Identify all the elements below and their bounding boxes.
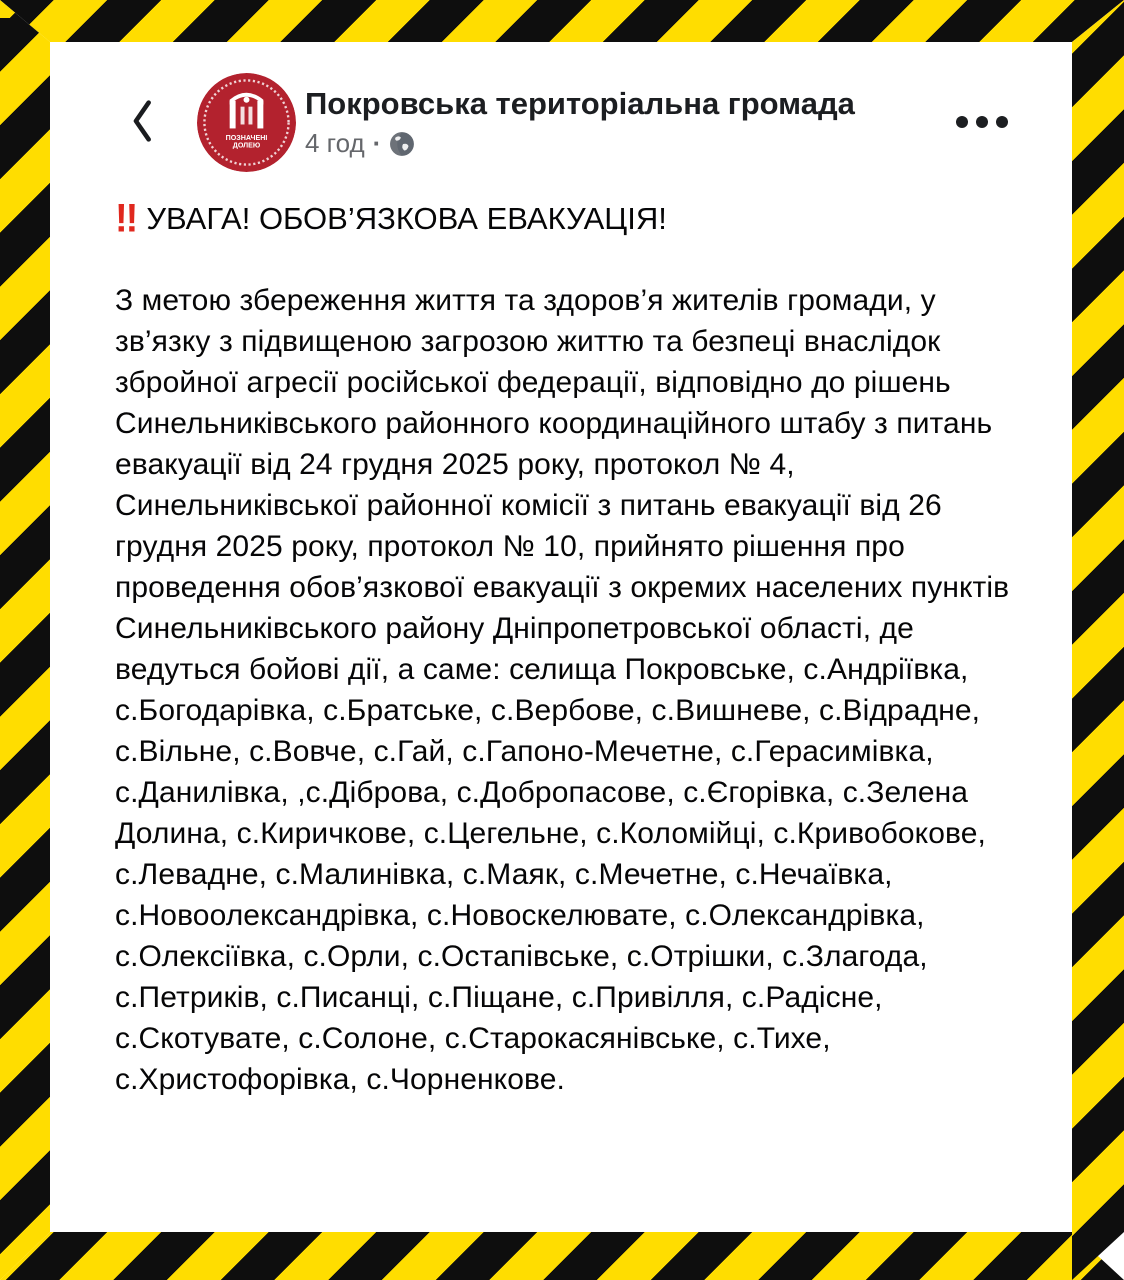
svg-text:ДОЛЕЮ: ДОЛЕЮ [232,141,261,150]
ellipsis-dot [956,116,968,128]
chevron-left-icon [126,94,160,151]
hazard-tape-bottom [0,1232,1124,1280]
timestamp: 4 год [305,128,365,158]
hazard-tape-top [0,0,1124,42]
back-button[interactable] [124,94,162,150]
post-content [50,196,1072,1100]
ellipsis-dot [976,116,988,128]
avatar[interactable] [197,73,296,172]
hazard-tape-right [1072,0,1124,1280]
hazard-tape-left [0,0,50,1280]
post-header [50,70,1072,174]
meta-dot-separator: · [372,128,382,158]
post-card [50,42,1072,1232]
post-body-text: З метою збереження життя та здоров’я жителів громади, у зв’язку з підвищеною загрозою життю та безпеці внаслідок збройної агресії російської федерації, відповідно до рішень Синельниківського районного координаційного штабу з питань евакуації від 24 грудня 2025 року, протокол № 4, Синельниківської районної комісії з питань евакуації від 26 грудня 2025 року, протокол № 10, прийнято рішення про проведення обов’язкової евакуації з окремих населених пунктів Синельниківського району Дніпропетровської області, де ведуться бойові дії, а саме: селища Покровське, с.Андріївка, с.Богодарівка, с.Братське, с.Вербове, с.Вишневе, с.Відрадне, с.Вільне, с.Вовче, с.Гай, с.Гапоно-Мечетне, с.Герасимівка, с.Данилівка, ,с.Діброва, с.Добропасове, с.Єгорівка, с.Зелена Долина, с.Киричкове, с.Цегельне, с.Коломійці, с.Кривобокове, с.Левадне, с.Малинівка, с.Маяк, с.Мечетне, с.Нечаївка, с.Новоолександрівка, с.Новоскелювате, с.Олександрівка, с.Олексіївка, с.Орли, с.Остапівське, с.Отрішки, с.Злагода, с.Петриків, с.Писанці, с.Піщане, с.Привілля, с.Радісне, с.Скотувате, с.Солоне, с.Старокасянівське, с.Тихе, с.Христофорівка, с.Чорненкове. [115,284,1010,1096]
svg-text:ПОЗНАЧЕНІ: ПОЗНАЧЕНІ [225,133,268,142]
globe-icon [389,131,415,157]
double-exclamation-icon: !! [115,196,137,242]
warning-headline [115,196,1010,242]
page-title[interactable]: Покровська територіальна громада [305,86,855,121]
post-meta [305,128,855,159]
name-block [305,85,855,159]
more-options-button[interactable] [952,106,1012,138]
ellipsis-dot [996,116,1008,128]
warning-title: УВАГА! ОБОВ’ЯЗКОВА ЕВАКУАЦІЯ! [146,201,667,236]
